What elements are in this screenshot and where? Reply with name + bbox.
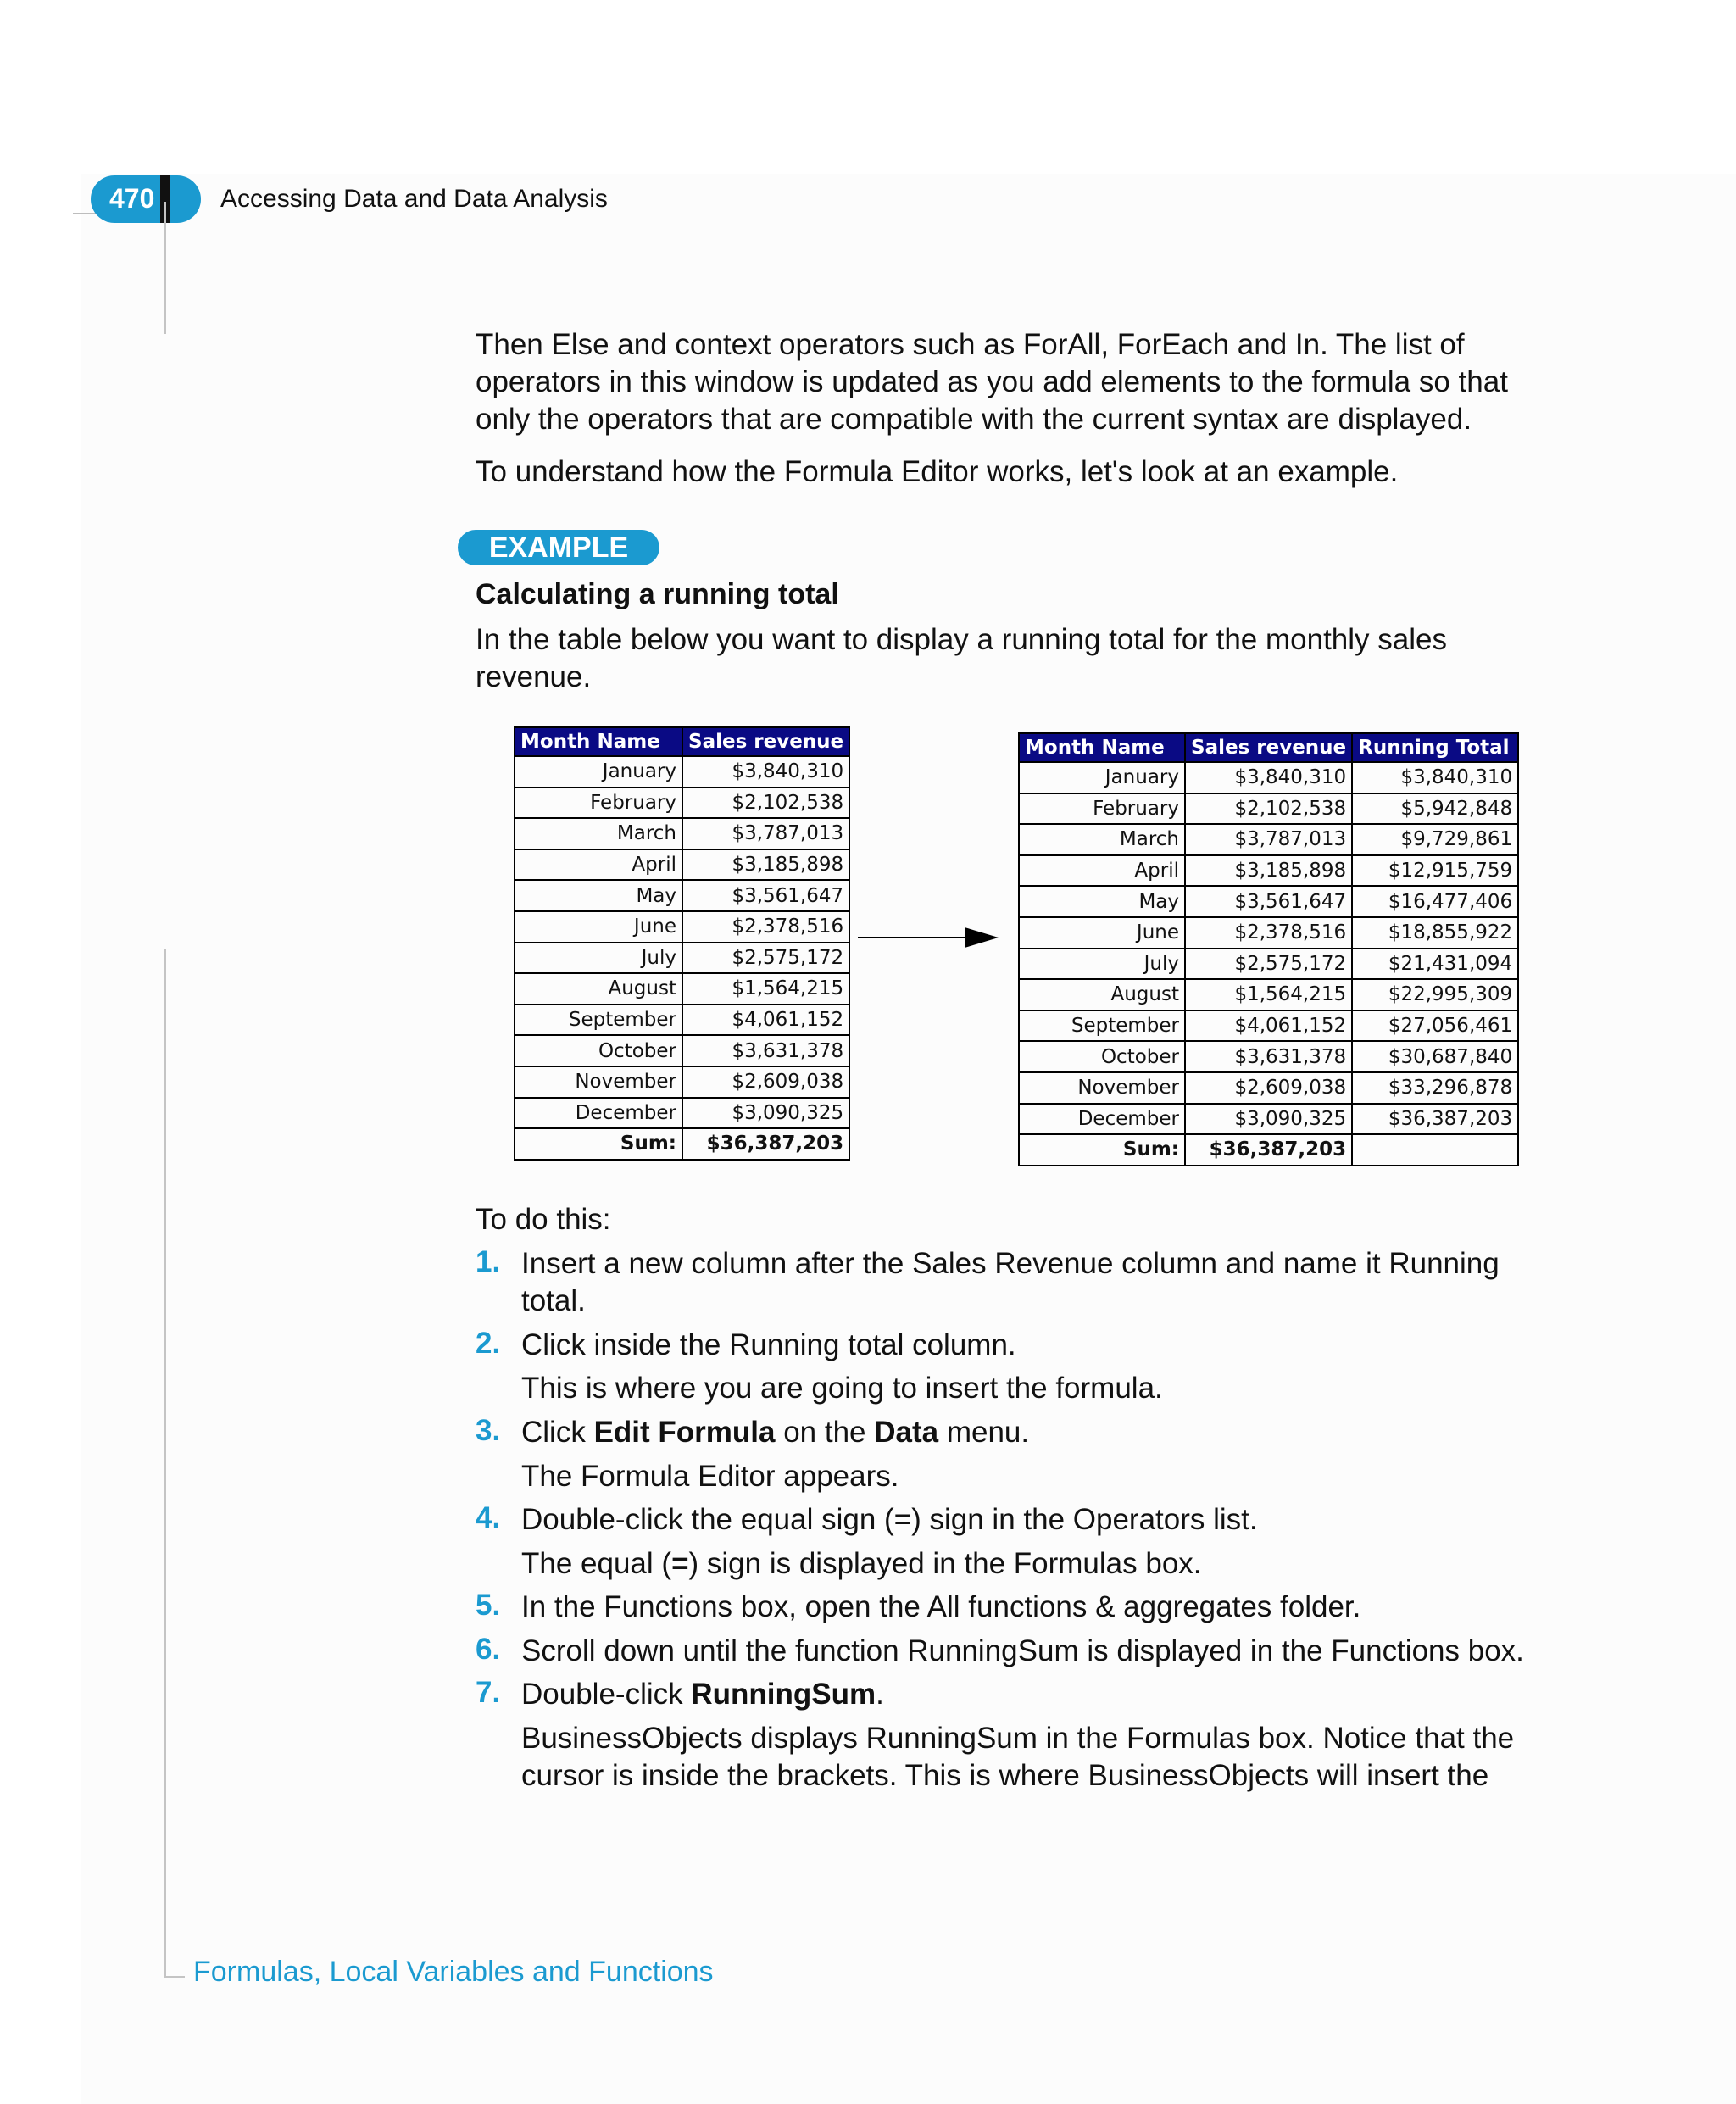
table-row: [515, 788, 849, 819]
column-header: Running Total: [1352, 733, 1518, 762]
table-cell: $2,575,172: [1185, 949, 1352, 980]
intro-line-3: only the operators that are compatible with the current syntax are displayed.: [476, 403, 1472, 436]
step-7-post: .: [876, 1678, 884, 1711]
table-row: [1019, 1041, 1518, 1072]
function-name-runningsum: RunningSum: [691, 1678, 876, 1711]
table-cell: $3,090,325: [1185, 1104, 1352, 1135]
table-cell: $2,102,538: [682, 788, 849, 819]
table-row: [515, 756, 849, 788]
sales-table-after: [1018, 732, 1519, 1166]
table-cell: February: [515, 788, 682, 819]
page-number: 470: [109, 183, 155, 214]
table-cell: March: [1019, 824, 1185, 855]
table-cell: January: [1019, 762, 1185, 793]
step-7-note-line-2: cursor is inside the brackets. This is where BusinessObjects will insert the: [521, 1759, 1489, 1792]
table-cell: May: [1019, 886, 1185, 917]
sum-row: [515, 1128, 849, 1160]
step-number: 7.: [476, 1676, 501, 1709]
step-number: 5.: [476, 1589, 501, 1622]
todo-intro: To do this:: [476, 1203, 611, 1236]
table-cell: June: [515, 911, 682, 943]
table-row: [1019, 949, 1518, 980]
step-number: 4.: [476, 1501, 501, 1534]
margin-line-top: [164, 202, 166, 334]
table-cell: August: [1019, 979, 1185, 1010]
table-cell: $22,995,309: [1352, 979, 1518, 1010]
step-4-text: Double-click the equal sign (=) sign in the Operators list.: [521, 1503, 1258, 1536]
table-header-row: [1019, 733, 1518, 762]
table-row: [1019, 1072, 1518, 1104]
step-2-note: This is where you are going to insert the formula.: [521, 1372, 1163, 1405]
intro-paragraph: [476, 326, 1508, 438]
column-header: Month Name: [1019, 733, 1185, 762]
table-row: [515, 943, 849, 974]
table-cell: April: [515, 849, 682, 881]
table-row: [1019, 824, 1518, 855]
intro-line-1: Then Else and context operators such as ForAll, ForEach and In. The list of: [476, 328, 1465, 361]
table-cell: $3,561,647: [1185, 886, 1352, 917]
step-4-note: [521, 1545, 1623, 1583]
step-7-pre: Double-click: [521, 1678, 692, 1711]
table-cell: November: [515, 1066, 682, 1098]
table-cell: September: [515, 1005, 682, 1036]
table-cell: $12,915,759: [1352, 855, 1518, 887]
margin-line-bottom: [164, 949, 166, 1978]
sum-value: [1352, 1134, 1518, 1166]
step-6-text: Scroll down until the function RunningSum is displayed in the Functions box.: [521, 1634, 1524, 1667]
sum-row: [1019, 1134, 1518, 1166]
table-row: [515, 818, 849, 849]
table-cell: March: [515, 818, 682, 849]
step-4-note-post: ) sign is displayed in the Formulas box.: [688, 1547, 1202, 1580]
table-cell: October: [1019, 1041, 1185, 1072]
chapter-footer: Formulas, Local Variables and Functions: [193, 1956, 714, 1988]
table-row: [515, 973, 849, 1005]
step-1-text: [521, 1245, 1623, 1320]
step-1-line-1: Insert a new column after the Sales Revenue column and name it Running: [521, 1247, 1500, 1280]
table-row: [1019, 886, 1518, 917]
table-cell: $3,787,013: [682, 818, 849, 849]
table-cell: $33,296,878: [1352, 1072, 1518, 1104]
table-cell: September: [1019, 1010, 1185, 1042]
table-cell: December: [515, 1098, 682, 1129]
sum-label: Sum:: [1019, 1134, 1185, 1166]
table-header-row: [515, 727, 849, 756]
table-cell: July: [515, 943, 682, 974]
step-3-pre: Click: [521, 1416, 594, 1449]
table-cell: $3,840,310: [1352, 762, 1518, 793]
table-row: [515, 849, 849, 881]
table-cell: $3,631,378: [682, 1035, 849, 1066]
column-header: Sales revenue: [1185, 733, 1352, 762]
sum-value: $36,387,203: [682, 1128, 849, 1160]
table-cell: August: [515, 973, 682, 1005]
example-heading: Calculating a running total: [476, 578, 839, 610]
step-number: 3.: [476, 1414, 501, 1447]
table-cell: $1,564,215: [1185, 979, 1352, 1010]
table-row: [1019, 793, 1518, 825]
sum-label: Sum:: [515, 1128, 682, 1160]
step-5-text: In the Functions box, open the All functions & aggregates folder.: [521, 1590, 1361, 1623]
table-cell: $3,185,898: [682, 849, 849, 881]
table-cell: $2,575,172: [682, 943, 849, 974]
table-row: [1019, 1010, 1518, 1042]
table-cell: $3,561,647: [682, 880, 849, 911]
step-number: 6.: [476, 1633, 501, 1666]
table-cell: April: [1019, 855, 1185, 887]
table-row: [515, 880, 849, 911]
step-3-text: [521, 1414, 1623, 1451]
table-cell: February: [1019, 793, 1185, 825]
table-cell: January: [515, 756, 682, 788]
intro-line-2: operators in this window is updated as you add elements to the formula so that: [476, 365, 1508, 398]
table-cell: $3,631,378: [1185, 1041, 1352, 1072]
table-row: [1019, 855, 1518, 887]
step-7-note-line-1: BusinessObjects displays RunningSum in the Formulas box. Notice that the: [521, 1722, 1515, 1755]
sum-value: $36,387,203: [1185, 1134, 1352, 1166]
table-cell: $2,378,516: [682, 911, 849, 943]
step-number: 2.: [476, 1327, 501, 1360]
example-desc-line-2: revenue.: [476, 660, 592, 693]
step-3-mid: on the: [775, 1416, 875, 1449]
table-row: [1019, 917, 1518, 949]
table-cell: $1,564,215: [682, 973, 849, 1005]
running-header: Accessing Data and Data Analysis: [220, 185, 608, 213]
table-cell: December: [1019, 1104, 1185, 1135]
equal-sign: =: [671, 1547, 689, 1580]
step-4-note-pre: The equal (: [521, 1547, 672, 1580]
table-cell: $9,729,861: [1352, 824, 1518, 855]
table-cell: June: [1019, 917, 1185, 949]
table-row: [515, 1098, 849, 1129]
footer-rule: [164, 1976, 185, 1978]
table-cell: $30,687,840: [1352, 1041, 1518, 1072]
table-cell: $3,840,310: [1185, 762, 1352, 793]
step-2-text: Click inside the Running total column.: [521, 1328, 1016, 1361]
table-cell: $5,942,848: [1352, 793, 1518, 825]
table-cell: $16,477,406: [1352, 886, 1518, 917]
table-cell: $4,061,152: [1185, 1010, 1352, 1042]
sales-table-before: [514, 726, 850, 1161]
table-cell: $21,431,094: [1352, 949, 1518, 980]
table-cell: $36,387,203: [1352, 1104, 1518, 1135]
table-cell: October: [515, 1035, 682, 1066]
table-cell: $4,061,152: [682, 1005, 849, 1036]
step-7-note: [521, 1720, 1623, 1795]
table-cell: $2,102,538: [1185, 793, 1352, 825]
table-row: [515, 1005, 849, 1036]
table-cell: $2,609,038: [1185, 1072, 1352, 1104]
table-row: [515, 911, 849, 943]
column-header: Month Name: [515, 727, 682, 756]
table-row: [515, 1035, 849, 1066]
page-number-badge: [91, 175, 201, 223]
example-description: [476, 621, 1447, 696]
menu-name-data: Data: [874, 1416, 939, 1449]
table-cell: May: [515, 880, 682, 911]
column-header: Sales revenue: [682, 727, 849, 756]
table-cell: July: [1019, 949, 1185, 980]
table-cell: $3,090,325: [682, 1098, 849, 1129]
example-desc-line-1: In the table below you want to display a running total for the monthly sales: [476, 623, 1447, 656]
step-3-post: menu.: [938, 1416, 1030, 1449]
step-7-text: [521, 1676, 1623, 1713]
example-label: EXAMPLE: [458, 530, 659, 565]
table-row: [515, 1066, 849, 1098]
table-cell: $27,056,461: [1352, 1010, 1518, 1042]
intro-paragraph-2: To understand how the Formula Editor works, let's look at an example.: [476, 455, 1399, 488]
table-cell: $18,855,922: [1352, 917, 1518, 949]
right-arrow-icon: [858, 924, 1002, 951]
table-cell: $2,378,516: [1185, 917, 1352, 949]
step-3-note: The Formula Editor appears.: [521, 1460, 899, 1493]
menu-command-edit-formula: Edit Formula: [593, 1416, 776, 1449]
step-number: 1.: [476, 1245, 501, 1278]
table-row: [1019, 1104, 1518, 1135]
table-cell: $3,787,013: [1185, 824, 1352, 855]
table-cell: $3,840,310: [682, 756, 849, 788]
table-cell: $2,609,038: [682, 1066, 849, 1098]
table-cell: $3,185,898: [1185, 855, 1352, 887]
table-row: [1019, 762, 1518, 793]
table-cell: November: [1019, 1072, 1185, 1104]
table-row: [1019, 979, 1518, 1010]
step-1-line-2: total.: [521, 1284, 586, 1317]
